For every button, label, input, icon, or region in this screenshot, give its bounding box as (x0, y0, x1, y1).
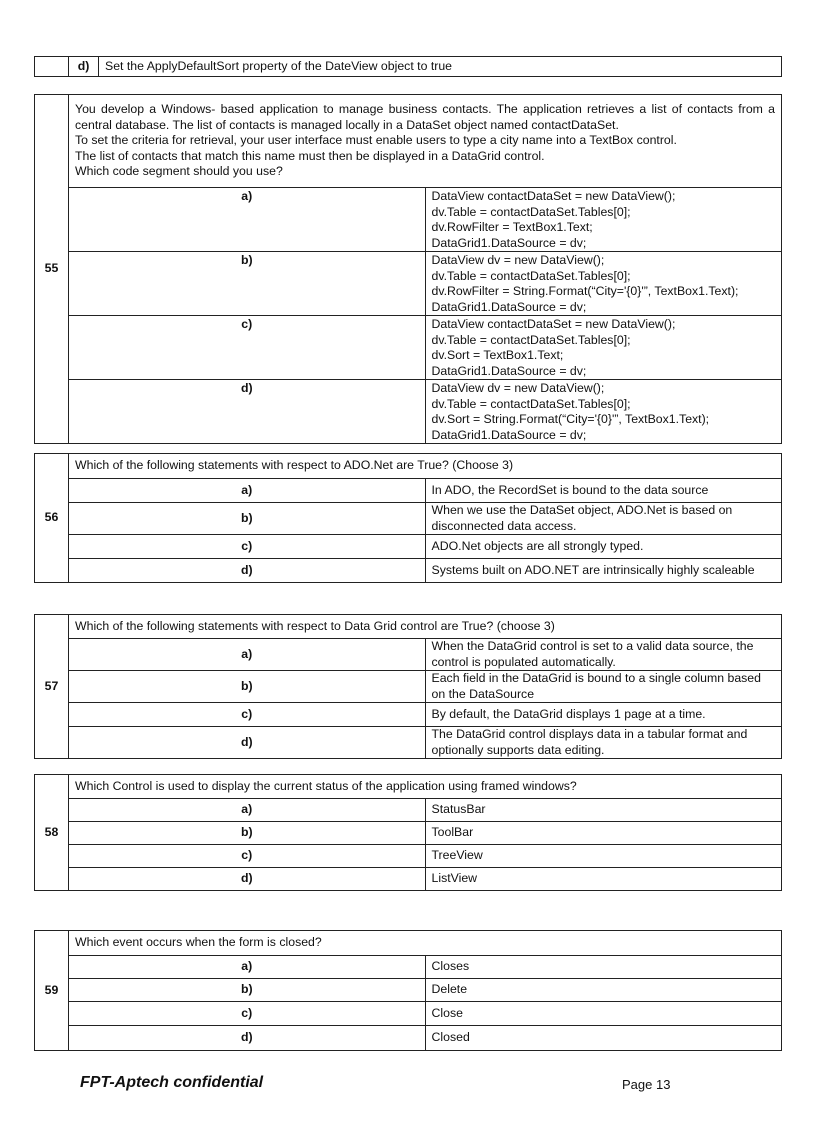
option-code (425, 380, 782, 444)
code-line: DataView dv = new DataView(); (431, 381, 605, 395)
option-letter: d) (69, 380, 426, 444)
question-56 (34, 453, 782, 583)
previous-question-tail (34, 56, 782, 77)
option-text: TreeView (425, 845, 782, 868)
code-line: DataView contactDataSet = new DataView(); (431, 317, 676, 331)
option-letter: a) (69, 799, 426, 822)
option-letter: a) (69, 639, 426, 671)
option-text: StatusBar (425, 799, 782, 822)
option-text: Closes (425, 956, 782, 979)
option-letter: b) (69, 252, 426, 316)
option-text: Delete (425, 979, 782, 1002)
option-row (35, 188, 782, 252)
code-line: DataView dv = new DataView(); (431, 253, 605, 267)
option-text: In ADO, the RecordSet is bound to the data source (425, 479, 782, 503)
question-stem: Which event occurs when the form is closed? (69, 931, 782, 956)
option-row (35, 380, 782, 444)
option-text: Set the ApplyDefaultSort property of the DateView object to true (99, 57, 782, 77)
stem-line: The list of contacts that match this name must then be displayed in a DataGrid control. (75, 148, 545, 163)
code-line: DataGrid1.DataSource = dv; (431, 299, 587, 314)
question-55 (34, 94, 782, 444)
code-line: DataGrid1.DataSource = dv; (431, 235, 587, 250)
code-line: dv.RowFilter = String.Format(“City='{0}'”, TextBox1.Text); (431, 284, 739, 298)
question-57 (34, 614, 782, 759)
option-letter: c) (69, 1002, 426, 1026)
option-text: Each field in the DataGrid is bound to a single column based on the DataSource (425, 671, 782, 703)
code-line: dv.Sort = String.Format(“City='{0}'”, TextBox1.Text); (431, 412, 710, 426)
option-text: When the DataGrid control is set to a valid data source, the control is populated automatically. (425, 639, 782, 671)
question-number: 56 (35, 454, 69, 583)
code-line: dv.RowFilter = TextBox1.Text; (431, 220, 593, 234)
option-letter: c) (69, 703, 426, 727)
option-text: Close (425, 1002, 782, 1026)
question-58 (34, 774, 782, 891)
option-text: When we use the DataSet object, ADO.Net is based on disconnected data access. (425, 503, 782, 535)
option-text: Systems built on ADO.NET are intrinsically highly scaleable (425, 559, 782, 583)
option-text: ListView (425, 868, 782, 891)
code-line: dv.Table = contactDataSet.Tables[0]; (431, 332, 631, 347)
code-line: dv.Table = contactDataSet.Tables[0]; (431, 396, 631, 411)
code-line: DataGrid1.DataSource = dv; (431, 427, 587, 442)
option-letter: d) (69, 559, 426, 583)
option-letter: a) (69, 479, 426, 503)
question-stem: Which of the following statements with respect to Data Grid control are True? (choose 3) (69, 615, 782, 639)
stem-line: You develop a Windows- based application to manage business contacts. The application retrieves a list of contacts from a central database. The list of contacts is managed locally in a DataSet object named contactDataSet. (75, 102, 775, 132)
option-letter: b) (69, 822, 426, 845)
question-number: 55 (35, 95, 69, 444)
code-line: DataGrid1.DataSource = dv; (431, 363, 587, 378)
question-stem: Which Control is used to display the current status of the application using framed windows? (69, 775, 782, 799)
stem-line: Which code segment should you use? (75, 164, 283, 179)
footer-confidential: FPT-Aptech confidential (80, 1074, 264, 1091)
option-text: Closed (425, 1026, 782, 1051)
question-59 (34, 930, 782, 1051)
stem-line: To set the criteria for retrieval, your user interface must enable users to type a city name into a TextBox control. (75, 133, 677, 148)
option-letter: d) (69, 868, 426, 891)
option-letter: b) (69, 503, 426, 535)
option-letter: a) (69, 956, 426, 979)
option-code (425, 188, 782, 252)
question-number: 57 (35, 615, 69, 759)
option-code (425, 316, 782, 380)
question-number: 59 (35, 931, 69, 1051)
option-letter: d) (69, 1026, 426, 1051)
question-number (35, 57, 69, 77)
option-row (35, 252, 782, 316)
option-letter: a) (69, 188, 426, 252)
option-text: ToolBar (425, 822, 782, 845)
option-text: By default, the DataGrid displays 1 page at a time. (425, 703, 782, 727)
option-row (35, 316, 782, 380)
option-letter: b) (69, 979, 426, 1002)
option-text: The DataGrid control displays data in a tabular format and optionally supports data editing. (425, 727, 782, 759)
question-stem: Which of the following statements with respect to ADO.Net are True? (Choose 3) (69, 454, 782, 479)
option-letter: d) (69, 57, 99, 77)
code-line: DataView contactDataSet = new DataView(); (431, 189, 676, 203)
option-letter: c) (69, 845, 426, 868)
option-letter: c) (69, 316, 426, 380)
option-code (425, 252, 782, 316)
option-text: ADO.Net objects are all strongly typed. (425, 535, 782, 559)
option-letter: b) (69, 671, 426, 703)
option-letter: d) (69, 727, 426, 759)
code-line: dv.Table = contactDataSet.Tables[0]; (431, 204, 631, 219)
code-line: dv.Sort = TextBox1.Text; (431, 348, 564, 362)
question-number: 58 (35, 775, 69, 891)
option-letter: c) (69, 535, 426, 559)
question-stem (69, 95, 782, 188)
page-number: Page 13 (622, 1077, 671, 1092)
code-line: dv.Table = contactDataSet.Tables[0]; (431, 268, 631, 283)
